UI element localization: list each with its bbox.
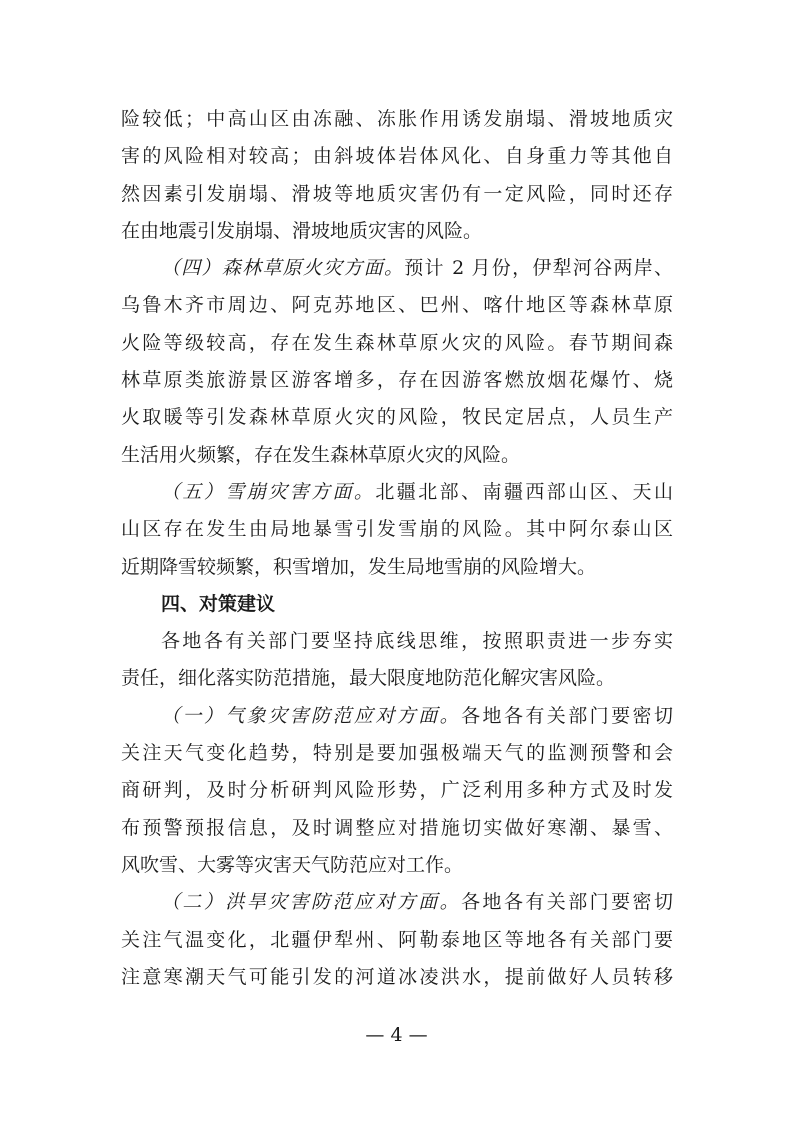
text-line: 在由地震引发崩塌、滑坡地质灾害的风险。 bbox=[121, 219, 483, 242]
text-line: 山区存在发生由局地暴雪引发雪崩的风险。其中阿尔泰山区 bbox=[121, 518, 673, 541]
text-span: 北疆北部、南疆西部山区、天山 bbox=[375, 480, 673, 503]
text-line: 林草原类旅游景区游客增多，存在因游客燃放烟花爆竹、烧 bbox=[121, 369, 673, 392]
text-span: 各地各有关部门要密切 bbox=[461, 891, 673, 914]
paragraph-forest-fire bbox=[121, 250, 673, 287]
paragraph-flood-drought bbox=[121, 884, 673, 921]
text-span: 各地各有关部门要密切 bbox=[461, 704, 673, 727]
text-line: 各地各有关部门要坚持底线思维，按照职责进一步夯实 bbox=[161, 630, 673, 653]
text-line: 商研判，及时分析研判风险形势，广泛利用多种方式及时发 bbox=[121, 779, 673, 802]
subheading-avalanche: （五）雪崩灾害方面。 bbox=[161, 480, 376, 503]
text-line: 生活用火频繁，存在发生森林草原火灾的风险。 bbox=[121, 443, 521, 466]
text-line: 风吹雪、大雾等灾害天气防范应对工作。 bbox=[121, 853, 464, 876]
page-number: — 4 — bbox=[365, 1024, 428, 1046]
text-line: 责任，细化落实防范措施，最大限度地防范化解灾害风险。 bbox=[121, 667, 616, 690]
text-line: 近期降雪较频繁，积雪增加，发生局地雪崩的风险增大。 bbox=[121, 555, 597, 578]
subheading-meteorological: （一）气象灾害防范应对方面。 bbox=[161, 704, 462, 727]
text-line: 乌鲁木齐市周边、阿克苏地区、巴州、喀什地区等森林草原 bbox=[121, 294, 673, 317]
text-line: 布预警预报信息，及时调整应对措施切实做好寒潮、暴雪、 bbox=[121, 816, 673, 839]
paragraph-avalanche bbox=[121, 474, 673, 511]
section-heading: 四、对策建议 bbox=[161, 592, 276, 615]
text-line: 注意寒潮天气可能引发的河道冰凌洪水，提前做好人员转移 bbox=[121, 965, 673, 988]
text-line: 然因素引发崩塌、滑坡等地质灾害仍有一定风险，同时还存 bbox=[121, 182, 673, 205]
body-text bbox=[121, 101, 673, 996]
paragraph-meteorological bbox=[121, 698, 673, 735]
text-line: 关注天气变化趋势，特别是要加强极端天气的监测预警和会 bbox=[121, 742, 673, 765]
text-line: 火险等级较高，存在发生森林草原火灾的风险。春节期间森 bbox=[121, 331, 673, 354]
text-line: 火取暖等引发森林草原火灾的风险，牧民定居点，人员生产 bbox=[121, 406, 673, 429]
text-span: 预计 2 月份，伊犁河谷两岸、 bbox=[404, 257, 673, 280]
text-line: 险较低；中高山区由冻融、冻胀作用诱发崩塌、滑坡地质灾 bbox=[121, 108, 673, 130]
text-line: 害的风险相对较高；由斜坡体岩体风化、自身重力等其他自 bbox=[121, 145, 673, 168]
text-line: 关注气温变化，北疆伊犁州、阿勒泰地区等地各有关部门要 bbox=[121, 928, 673, 951]
subheading-forest-fire: （四）森林草原火灾方面。 bbox=[161, 257, 405, 280]
subheading-flood-drought: （二）洪旱灾害防范应对方面。 bbox=[161, 891, 462, 914]
